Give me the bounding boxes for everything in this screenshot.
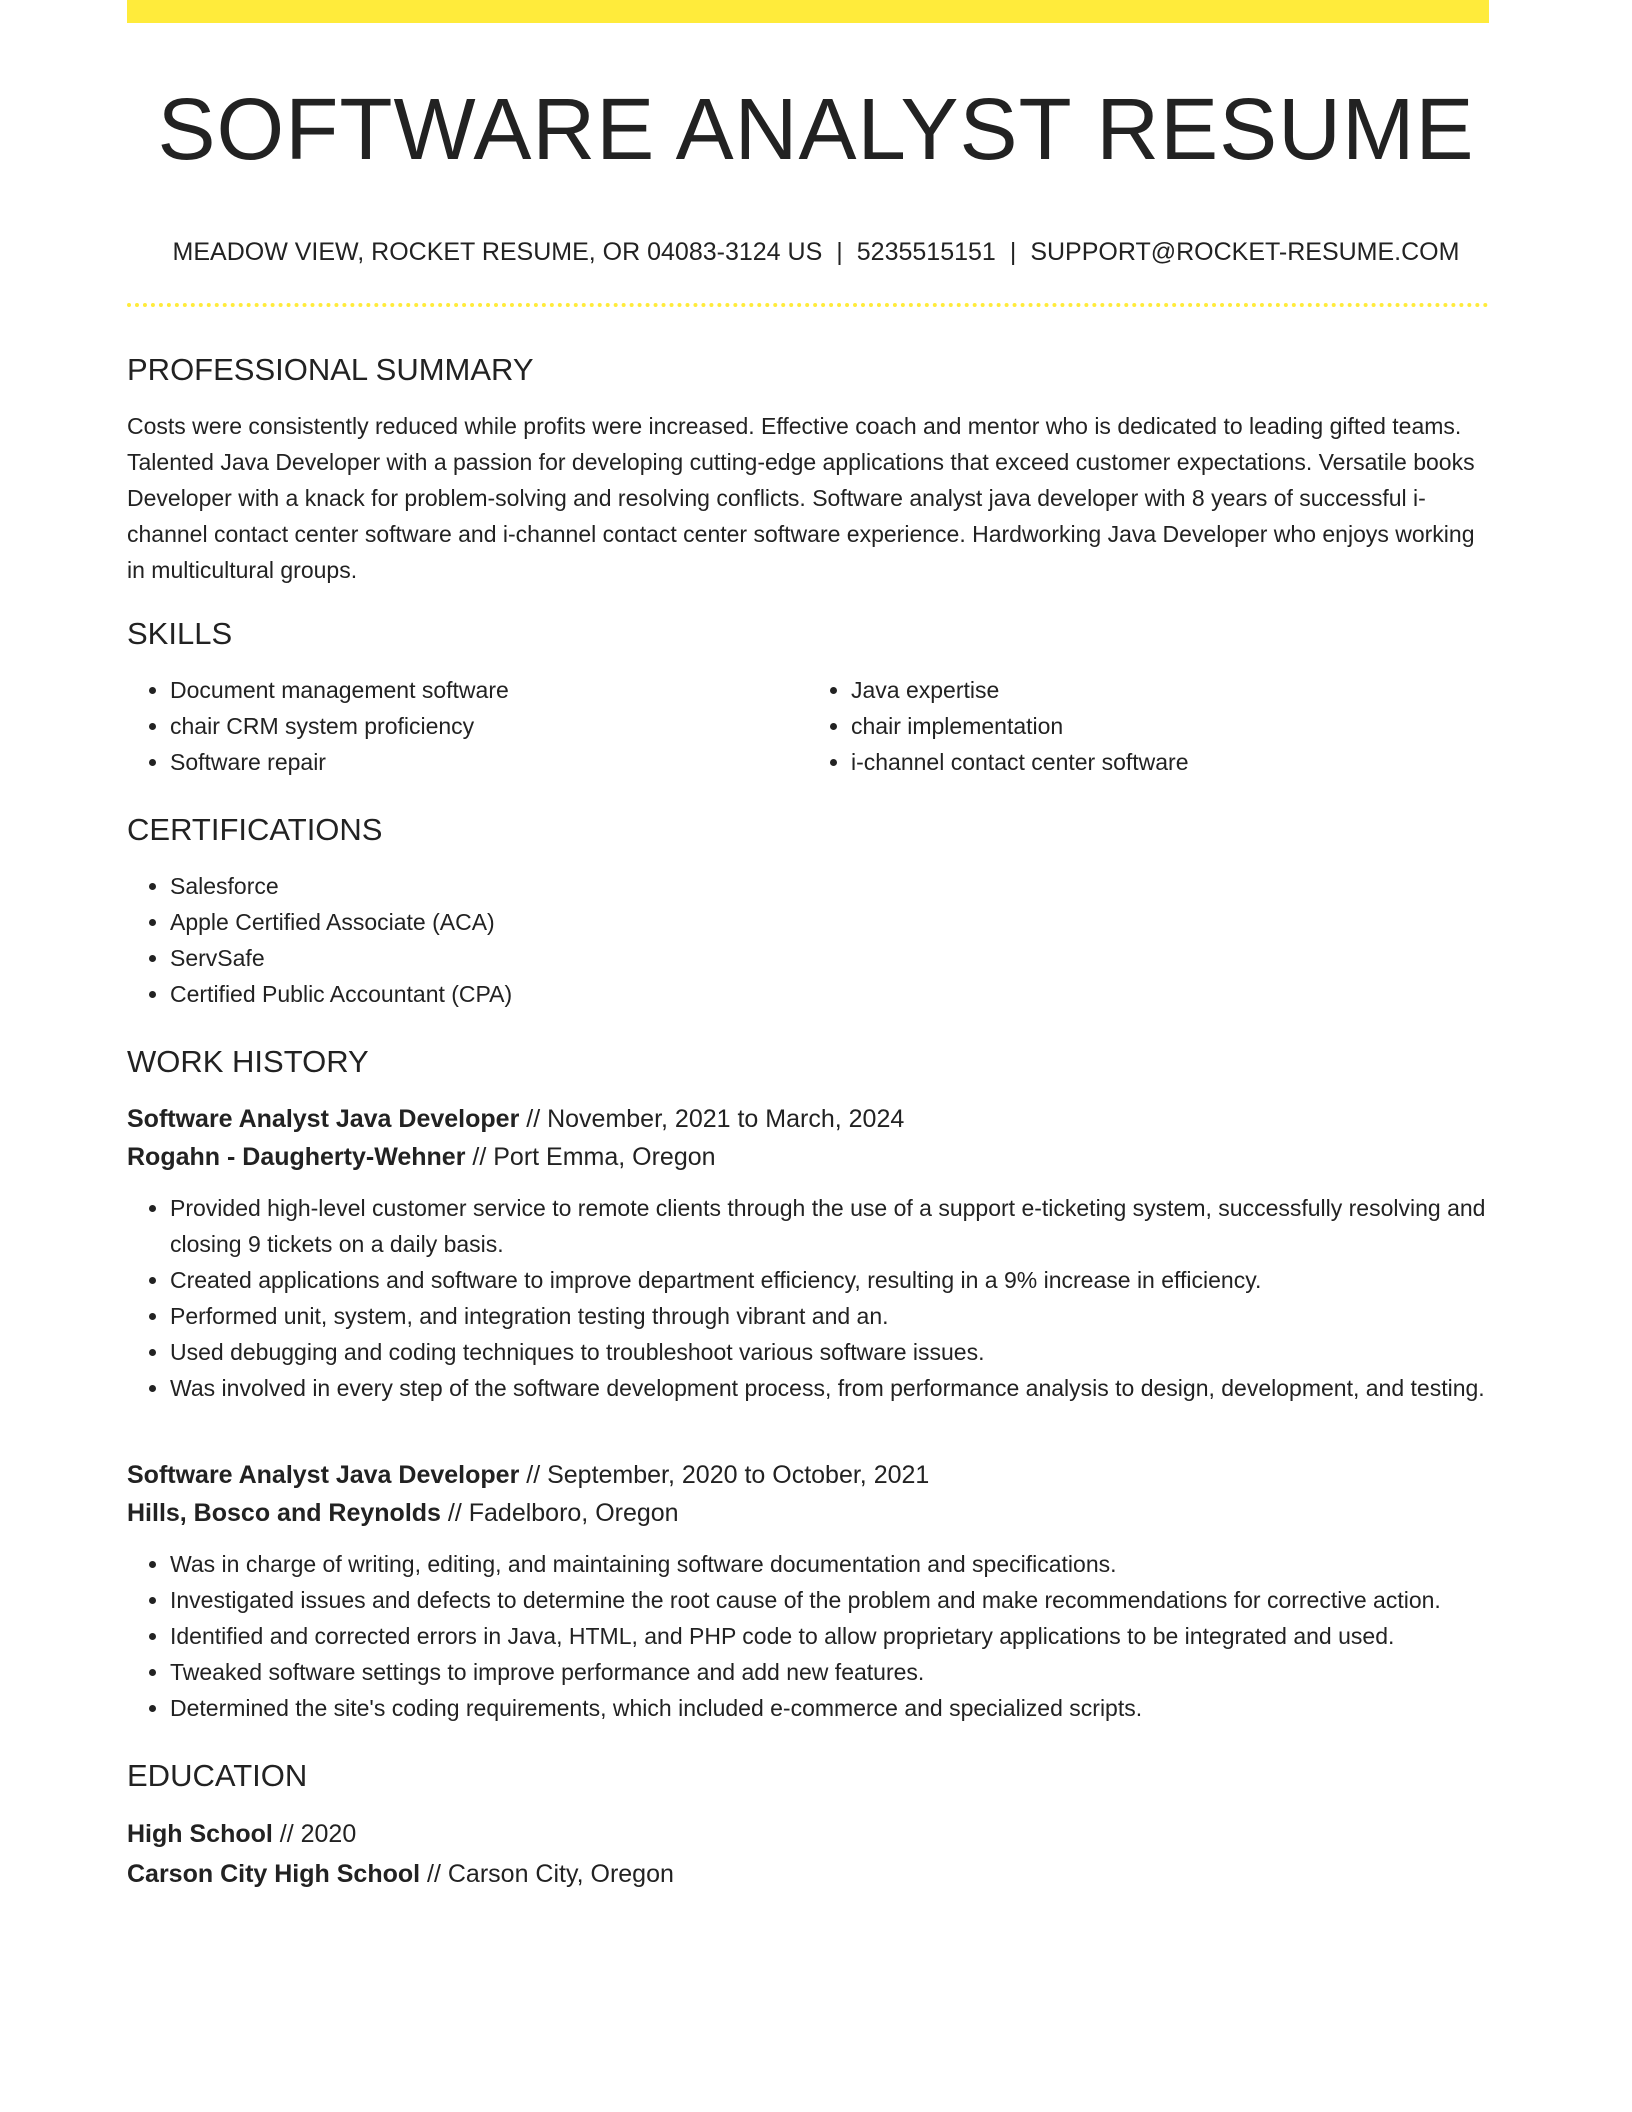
certification-item: • ServSafe	[170, 940, 1489, 976]
job-dates: // November, 2021 to March, 2024	[519, 1105, 905, 1133]
education-heading: EDUCATION	[127, 1758, 308, 1793]
resume-title: SOFTWARE ANALYST RESUME	[157, 81, 1475, 178]
job-bullet: • Performed unit, system, and integration testing through vibrant and an.	[170, 1298, 1489, 1334]
summary-heading: PROFESSIONAL SUMMARY	[127, 352, 534, 387]
certification-item: • Certified Public Accountant (CPA)	[170, 976, 1489, 1012]
certifications-heading: CERTIFICATIONS	[127, 812, 383, 847]
job-bullet: • Was involved in every step of the software development process, from performance analysis to design, development, and testing.	[170, 1370, 1489, 1406]
job-company: Hills, Bosco and Reynolds	[127, 1499, 441, 1527]
job-company: Rogahn - Daugherty-Wehner	[127, 1143, 466, 1171]
education-degree-line	[127, 1814, 1489, 1854]
skills-list-right	[808, 672, 1489, 780]
job-bullets	[127, 1190, 1489, 1406]
job-bullet: • Tweaked software settings to improve performance and add new features.	[170, 1654, 1489, 1690]
summary-text: Costs were consistently reduced while profits were increased. Effective coach and mentor who is dedicated to leading gifted teams. Talented Java Developer with a passion for developing cutting-edge applications that exceed customer expectations. Versatile books Developer with a knack for problem-solving and resolving conflicts. Software analyst java developer with 8 years of successful i-channel contact center software and i-channel contact center software experience. Hardworking Java Developer who enjoys working in multicultural groups.	[127, 413, 1475, 583]
job-title-line	[127, 1456, 1489, 1494]
skill-item: • Software repair	[170, 744, 808, 780]
accent-bar	[127, 0, 1489, 23]
certification-item: • Salesforce	[170, 868, 1489, 904]
job-bullet: • Created applications and software to improve department efficiency, resulting in a 9% increase in efficiency.	[170, 1262, 1489, 1298]
job-bullet: • Investigated issues and defects to determine the root cause of the problem and make recommendations for corrective action.	[170, 1582, 1489, 1618]
job-bullets	[127, 1546, 1489, 1726]
skill-item: • chair CRM system proficiency	[170, 708, 808, 744]
job-spacer	[127, 1436, 1489, 1456]
job-dates: // September, 2020 to October, 2021	[519, 1461, 930, 1489]
skills-heading: SKILLS	[127, 616, 233, 651]
job-entry	[127, 1100, 1489, 1406]
job-bullet: • Was in charge of writing, editing, and maintaining software documentation and specifications.	[170, 1546, 1489, 1582]
skill-item: • Java expertise	[851, 672, 1489, 708]
summary-section	[127, 350, 1489, 588]
job-title-line	[127, 1100, 1489, 1138]
skill-item: • i-channel contact center software	[851, 744, 1489, 780]
job-company-line	[127, 1494, 1489, 1532]
contact-separator: |	[836, 238, 843, 266]
job-title: Software Analyst Java Developer	[127, 1461, 520, 1489]
education-school: Carson City High School	[127, 1860, 421, 1888]
dotted-divider	[127, 303, 1489, 307]
certifications-list	[127, 868, 1489, 1012]
resume-content	[127, 350, 1489, 1894]
contact-address: MEADOW VIEW, ROCKET RESUME, OR 04083-3124 US	[172, 238, 823, 266]
job-bullet: • Used debugging and coding techniques to troubleshoot various software issues.	[170, 1334, 1489, 1370]
skill-item: • chair implementation	[851, 708, 1489, 744]
education-degree: High School	[127, 1820, 273, 1848]
job-bullet: • Identified and corrected errors in Java, HTML, and PHP code to allow proprietary applications to be integrated and used.	[170, 1618, 1489, 1654]
contact-email: SUPPORT@ROCKET-RESUME.COM	[1030, 238, 1460, 266]
job-location: // Port Emma, Oregon	[465, 1143, 716, 1171]
contact-line	[0, 236, 1632, 268]
education-school-line	[127, 1854, 1489, 1894]
job-bullet: • Determined the site's coding requirements, which included e-commerce and specialized scripts.	[170, 1690, 1489, 1726]
job-title: Software Analyst Java Developer	[127, 1105, 520, 1133]
job-company-line	[127, 1138, 1489, 1176]
education-location: // Carson City, Oregon	[420, 1860, 674, 1888]
skills-list-left	[127, 672, 808, 780]
contact-phone: 5235515151	[856, 238, 996, 266]
skill-item: • Document management software	[170, 672, 808, 708]
skills-section	[127, 614, 1489, 780]
contact-separator: |	[1009, 238, 1017, 266]
education-section	[127, 1756, 1489, 1894]
certification-item: • Apple Certified Associate (ACA)	[170, 904, 1489, 940]
work-history-section	[127, 1042, 1489, 1726]
work-history-heading: WORK HISTORY	[127, 1044, 369, 1079]
job-entry	[127, 1456, 1489, 1726]
education-year: // 2020	[272, 1820, 357, 1848]
skills-columns	[127, 672, 1489, 780]
job-bullet: • Provided high-level customer service to remote clients through the use of a support e-ticketing system, successfully resolving and closing 9 tickets on a daily basis.	[170, 1190, 1489, 1262]
job-location: // Fadelboro, Oregon	[440, 1499, 679, 1527]
certifications-section	[127, 810, 1489, 1012]
